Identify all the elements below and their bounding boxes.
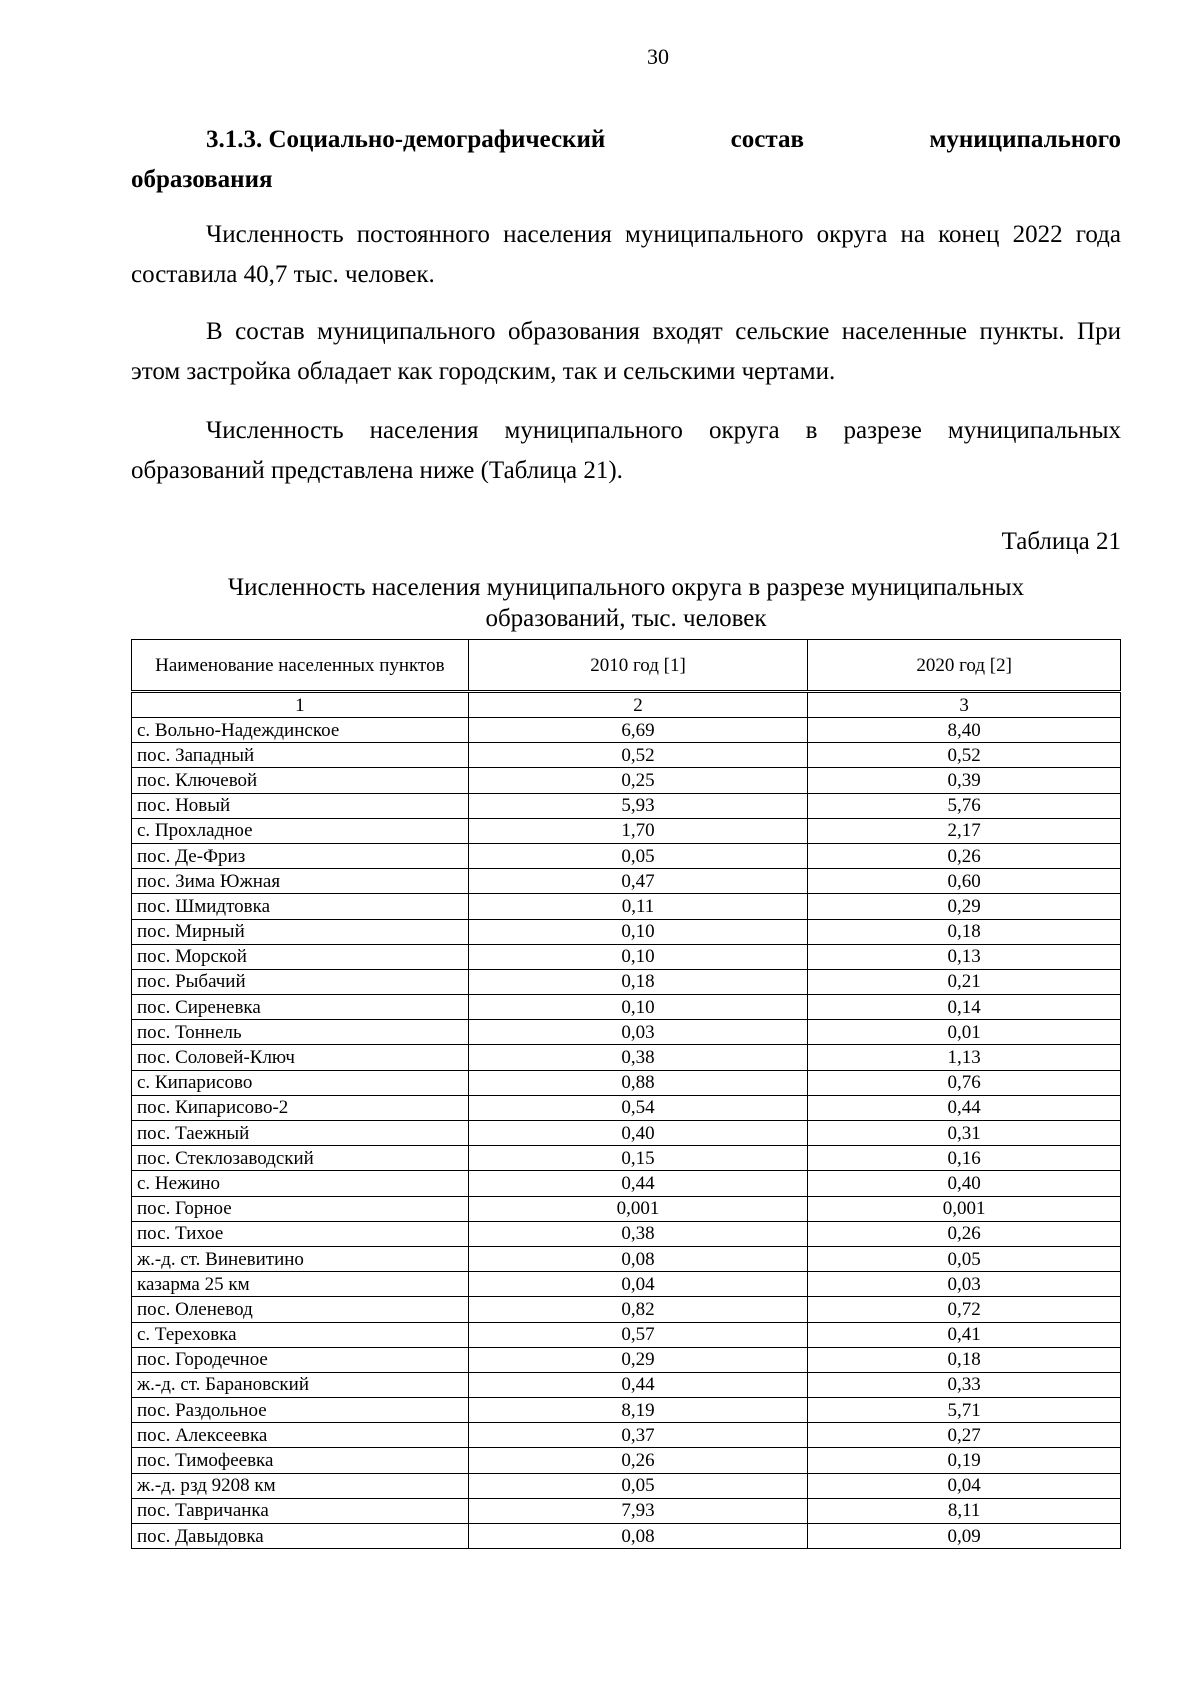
heading-word-2: состав [730, 126, 804, 153]
table-row [132, 1448, 1121, 1473]
value-2020-cell: 2,17 [808, 818, 1121, 843]
value-2020-cell: 0,13 [808, 944, 1121, 969]
settlement-name-cell: пос. Морской [132, 944, 469, 969]
heading-word-3: муниципального [929, 126, 1121, 153]
heading-word-1: 3.1.3. Социально-демографический [206, 126, 606, 153]
value-2010-cell: 0,04 [468, 1272, 808, 1297]
header-settlement: Наименование населенных пунктов [132, 640, 469, 692]
section-heading [131, 120, 1121, 200]
table-row [132, 1272, 1121, 1297]
table-row [132, 894, 1121, 919]
value-2010-cell: 0,11 [468, 894, 808, 919]
population-table [131, 639, 1121, 1549]
value-2020-cell: 0,26 [808, 1221, 1121, 1246]
table-row [132, 1322, 1121, 1347]
value-2010-cell: 0,54 [468, 1095, 808, 1120]
value-2020-cell: 0,72 [808, 1297, 1121, 1322]
value-2020-cell: 0,001 [808, 1196, 1121, 1221]
value-2010-cell: 0,38 [468, 1221, 808, 1246]
value-2010-cell: 8,19 [468, 1398, 808, 1423]
value-2020-cell: 0,76 [808, 1070, 1121, 1095]
value-2010-cell: 0,08 [468, 1246, 808, 1271]
settlement-name-cell: с. Нежино [132, 1171, 469, 1196]
value-2020-cell: 0,60 [808, 869, 1121, 894]
settlement-name-cell: пос. Западный [132, 743, 469, 768]
paragraph-2-text: В состав муниципального образования входят сельские населенные пункты. При этом застройка обладает как городским, так и сельскими чертами. [131, 318, 1121, 385]
value-2010-cell: 0,10 [468, 995, 808, 1020]
table-row [132, 793, 1121, 818]
value-2010-cell: 0,03 [468, 1020, 808, 1045]
value-2020-cell: 0,44 [808, 1095, 1121, 1120]
table-row [132, 1246, 1121, 1271]
header-2020: 2020 год [2] [808, 640, 1121, 692]
settlement-name-cell: пос. Раздольное [132, 1398, 469, 1423]
value-2020-cell: 0,03 [808, 1272, 1121, 1297]
value-2010-cell: 6,69 [468, 718, 808, 743]
settlement-name-cell: пос. Зима Южная [132, 869, 469, 894]
value-2010-cell: 0,15 [468, 1146, 808, 1171]
table-row [132, 869, 1121, 894]
value-2020-cell: 0,26 [808, 843, 1121, 868]
value-2020-cell: 0,33 [808, 1372, 1121, 1397]
section-heading-line1 [131, 120, 1121, 160]
table-row [132, 919, 1121, 944]
value-2020-cell: 1,13 [808, 1045, 1121, 1070]
value-2020-cell: 8,40 [808, 718, 1121, 743]
value-2010-cell: 1,70 [468, 818, 808, 843]
value-2020-cell: 0,52 [808, 743, 1121, 768]
table-label: Таблица 21 [1001, 528, 1121, 555]
value-2020-cell: 0,39 [808, 768, 1121, 793]
value-2010-cell: 0,001 [468, 1196, 808, 1221]
settlement-name-cell: пос. Сиреневка [132, 995, 469, 1020]
page-number: 30 [647, 44, 669, 69]
value-2010-cell: 0,47 [468, 869, 808, 894]
value-2010-cell: 0,29 [468, 1347, 808, 1372]
table-row [132, 1498, 1121, 1523]
table-row [132, 1146, 1121, 1171]
table-row [132, 818, 1121, 843]
table-caption [131, 572, 1121, 634]
value-2010-cell: 0,88 [468, 1070, 808, 1095]
settlement-name-cell: пос. Горное [132, 1196, 469, 1221]
settlement-name-cell: казарма 25 км [132, 1272, 469, 1297]
table-row [132, 1095, 1121, 1120]
settlement-name-cell: с. Кипарисово [132, 1070, 469, 1095]
table-row [132, 1473, 1121, 1498]
value-2020-cell: 0,18 [808, 1347, 1121, 1372]
table-row [132, 1347, 1121, 1372]
table-row [132, 1372, 1121, 1397]
value-2020-cell: 0,04 [808, 1473, 1121, 1498]
value-2020-cell: 0,31 [808, 1121, 1121, 1146]
table-row [132, 1221, 1121, 1246]
column-number-2: 2 [468, 692, 808, 718]
settlement-name-cell: пос. Стеклозаводский [132, 1146, 469, 1171]
table-row [132, 1423, 1121, 1448]
table-row [132, 1121, 1121, 1146]
value-2020-cell: 5,76 [808, 793, 1121, 818]
settlement-name-cell: пос. Ключевой [132, 768, 469, 793]
settlement-name-cell: пос. Рыбачий [132, 969, 469, 994]
value-2020-cell: 0,41 [808, 1322, 1121, 1347]
table-row [132, 1196, 1121, 1221]
paragraph-table-intro [131, 411, 1121, 491]
value-2010-cell: 0,26 [468, 1448, 808, 1473]
value-2010-cell: 0,40 [468, 1121, 808, 1146]
paragraph-composition [131, 312, 1121, 392]
value-2020-cell: 8,11 [808, 1498, 1121, 1523]
value-2010-cell: 0,44 [468, 1171, 808, 1196]
settlement-name-cell: пос. Давыдовка [132, 1524, 469, 1549]
table-row [132, 1045, 1121, 1070]
value-2010-cell: 5,93 [468, 793, 808, 818]
table-row [132, 1070, 1121, 1095]
paragraph-population [131, 215, 1121, 295]
settlement-name-cell: ж.-д. ст. Виневитино [132, 1246, 469, 1271]
value-2020-cell: 0,19 [808, 1448, 1121, 1473]
table-row [132, 843, 1121, 868]
value-2010-cell: 0,18 [468, 969, 808, 994]
settlement-name-cell: с. Тереховка [132, 1322, 469, 1347]
settlement-name-cell: пос. Таежный [132, 1121, 469, 1146]
value-2020-cell: 0,05 [808, 1246, 1121, 1271]
value-2010-cell: 0,05 [468, 843, 808, 868]
value-2020-cell: 0,27 [808, 1423, 1121, 1448]
table-row [132, 1171, 1121, 1196]
settlement-name-cell: ж.-д. рзд 9208 км [132, 1473, 469, 1498]
value-2010-cell: 0,37 [468, 1423, 808, 1448]
value-2010-cell: 0,08 [468, 1524, 808, 1549]
settlement-name-cell: пос. Кипарисово-2 [132, 1095, 469, 1120]
settlement-name-cell: пос. Тавричанка [132, 1498, 469, 1523]
settlement-name-cell: с. Прохладное [132, 818, 469, 843]
value-2010-cell: 0,44 [468, 1372, 808, 1397]
settlement-name-cell: пос. Тоннель [132, 1020, 469, 1045]
table-row [132, 718, 1121, 743]
paragraph-3-text: Численность населения муниципального округа в разрезе муниципальных образований представлена ниже (Таблица 21). [131, 417, 1121, 484]
table-row [132, 1524, 1121, 1549]
table-row [132, 995, 1121, 1020]
settlement-name-cell: пос. Де-Фриз [132, 843, 469, 868]
paragraph-1-text: Численность постоянного населения муниципального округа на конец 2022 года составила 40,7 тыс. человек. [131, 221, 1121, 288]
value-2020-cell: 0,29 [808, 894, 1121, 919]
table-row [132, 1020, 1121, 1045]
settlement-name-cell: пос. Алексеевка [132, 1423, 469, 1448]
settlement-name-cell: пос. Городечное [132, 1347, 469, 1372]
value-2010-cell: 0,38 [468, 1045, 808, 1070]
value-2010-cell: 0,52 [468, 743, 808, 768]
value-2010-cell: 7,93 [468, 1498, 808, 1523]
table-row [132, 1398, 1121, 1423]
value-2010-cell: 0,25 [468, 768, 808, 793]
settlement-name-cell: с. Вольно-Надеждинское [132, 718, 469, 743]
settlement-name-cell: пос. Мирный [132, 919, 469, 944]
value-2020-cell: 0,16 [808, 1146, 1121, 1171]
value-2020-cell: 5,71 [808, 1398, 1121, 1423]
table-caption-line1: Численность населения муниципального округа в разрезе муниципальных [227, 574, 1025, 601]
settlement-name-cell: пос. Соловей-Ключ [132, 1045, 469, 1070]
settlement-name-cell: пос. Новый [132, 793, 469, 818]
table-caption-line2: образований, тыс. человек [485, 605, 767, 632]
table-row [132, 969, 1121, 994]
value-2020-cell: 0,09 [808, 1524, 1121, 1549]
value-2010-cell: 0,82 [468, 1297, 808, 1322]
table-body [132, 718, 1121, 1549]
value-2010-cell: 0,10 [468, 944, 808, 969]
settlement-name-cell: пос. Тимофеевка [132, 1448, 469, 1473]
table-row [132, 1297, 1121, 1322]
value-2020-cell: 0,21 [808, 969, 1121, 994]
value-2010-cell: 0,05 [468, 1473, 808, 1498]
value-2020-cell: 0,40 [808, 1171, 1121, 1196]
column-number-3: 3 [808, 692, 1121, 718]
table-row [132, 944, 1121, 969]
section-heading-line2: образования [131, 166, 273, 193]
value-2020-cell: 0,14 [808, 995, 1121, 1020]
value-2020-cell: 0,01 [808, 1020, 1121, 1045]
value-2020-cell: 0,18 [808, 919, 1121, 944]
settlement-name-cell: пос. Тихое [132, 1221, 469, 1246]
column-number-1: 1 [132, 692, 469, 718]
settlement-name-cell: пос. Оленевод [132, 1297, 469, 1322]
table-row [132, 743, 1121, 768]
value-2010-cell: 0,57 [468, 1322, 808, 1347]
settlement-name-cell: пос. Шмидтовка [132, 894, 469, 919]
header-2010: 2010 год [1] [468, 640, 808, 692]
value-2010-cell: 0,10 [468, 919, 808, 944]
table-row [132, 768, 1121, 793]
settlement-name-cell: ж.-д. ст. Барановский [132, 1372, 469, 1397]
